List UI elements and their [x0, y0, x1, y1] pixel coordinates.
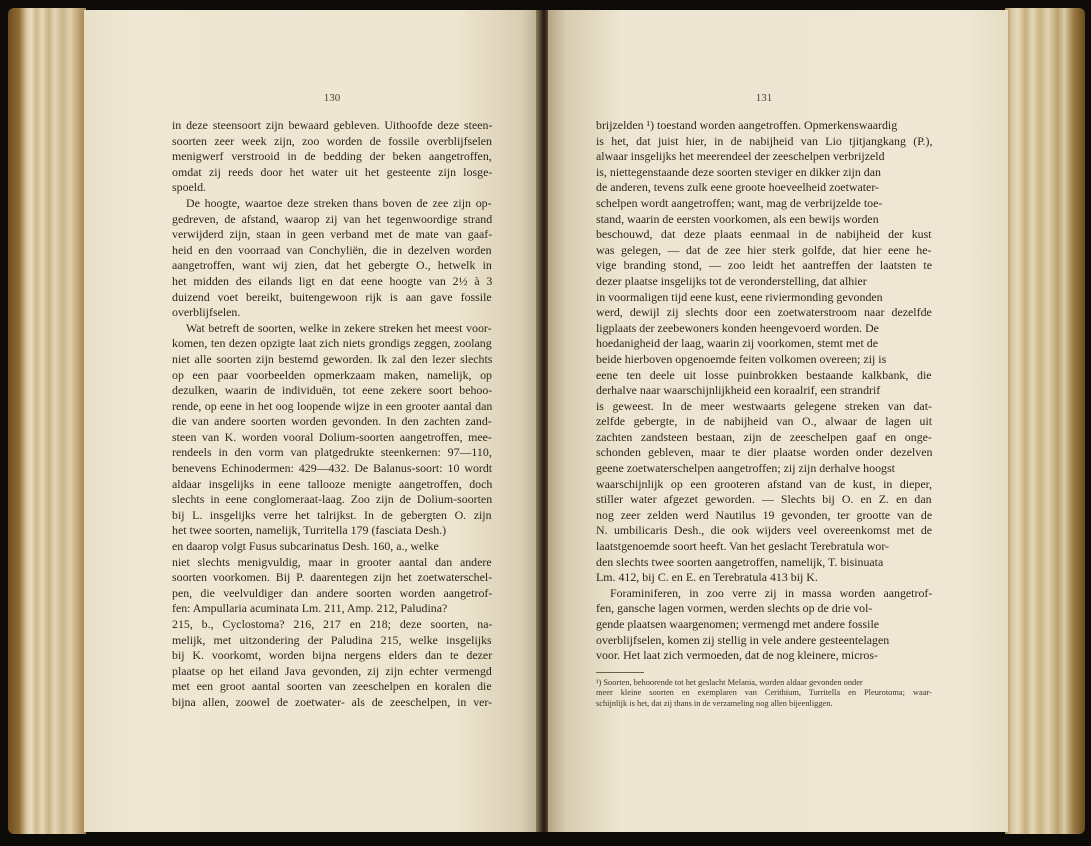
text-line: slechts in eene conglomeraat-laag. Zoo zijn de Dolium-soorten [172, 492, 493, 507]
text-line: is geweest. In de meer westwaarts gelegene streken van dat- [596, 398, 932, 413]
right-page [548, 10, 1008, 832]
text-line: overblijfselen. [172, 305, 241, 320]
text-line: het midden des eilands ligt en dat eene hoogte van 2½ à 3 [172, 273, 493, 288]
text-line: en daarop volgt Fusus subcarinatus Desh. 160, a., welke [172, 539, 439, 554]
text-line: is, niettegenstaande deze soorten steviger en dikker zijn dan [596, 164, 881, 179]
text-line: waarschijnlijk op een grooteren afstand van de kust, in dieper, [596, 476, 933, 491]
text-line: derhalve naar waarschijnlijkheid een koraalrif, een strandrif [596, 383, 881, 398]
left-page-body [172, 118, 492, 711]
text-line: laatstgenoemde soort heeft. Van het geslacht Terebratula wor- [596, 539, 890, 554]
text-line: rende, op eene in het oog loopende wijze in een grooter aantal dan [172, 398, 493, 413]
text-line: op een paar voorbeelden opmerkzaam maken, namelijk, op [172, 367, 492, 382]
footnote [596, 678, 932, 709]
text-line: den slechts twee soorten aangetroffen, namelijk, T. bisinuata [596, 554, 884, 569]
left-page [84, 10, 540, 832]
text-line: verwijderd zijn, staan in geen verband met de mate van gaaf- [172, 227, 493, 242]
text-line: pen, die veelvuldiger dan andere soorten worden aangetrof- [172, 585, 493, 600]
text-line: plaatse op het eiland Java gevonden, zij zijn echter vermengd [172, 663, 492, 678]
text-line: in deze steensoort zijn bewaard gebleven. Uithoofde deze steen- [172, 118, 493, 132]
text-line: duizend voet bereikt, buitengewoon rijk is aan gave fossile [172, 289, 492, 304]
text-line: schelpen wordt aangetroffen; want, mag de verbrijzelde toe- [596, 195, 883, 210]
text-line: aldaar insgelijks in eene tallooze menigte aangetroffen, doch [172, 476, 493, 491]
text-line: steen van K. worden vooral Dolium-soorten aangetroffen, mee- [172, 429, 492, 444]
text-line: ligplaats der zeebewoners konden heengevoerd worden. De [596, 320, 879, 335]
text-line: niet alle soorten zijn bestemd geworden. Ik zal den lezer slechts [172, 351, 493, 366]
text-line: gende plaatsen waargenomen; vermengd met andere fossile [596, 617, 880, 631]
text-line: werd, dewijl zij slechts door een zoetwaterstroom naar dezelfde [596, 305, 932, 320]
text-line: omdat zij reeds door het water uit het gesteente zijn losge- [172, 164, 493, 179]
text-line: dezulken, waarin de individuën, tot eene zekere soort behoo- [172, 383, 493, 398]
text-line: zachten zandsteen bestaan, zijn de zeeschelpen gaaf en onge- [596, 429, 932, 444]
text-line: soorten voorkomen. Bij P. daarentegen zijn het zoetwaterschel- [172, 570, 493, 585]
text-line: menigwerf verstrooid in de bedding der beken aangetroffen, [172, 149, 492, 164]
text-line: alwaar insgelijks het meerendeel der zeeschelpen verbrijzeld [596, 149, 885, 164]
text-line: geene zoetwaterschelpen aangetroffen; zij zijn derhalve hoogst [596, 461, 895, 476]
footnote-line: ¹) Soorten, behoorende tot het geslacht Melania, worden aldaar gevonden onder [596, 677, 863, 687]
footnote-line: meer kleine soorten en exemplaren van Cerithium, Turritella en Pleurotoma; waar- [596, 688, 932, 698]
text-line: beschouwd, dat deze plaats eenmaal in de nabijheid der kust [596, 227, 932, 242]
text-line: eene ten deele uit losse puinbrokken bestaande kalkbank, die [596, 367, 932, 382]
text-line: stand, waarin de eersten voorkomen, als een bewijs worden [596, 211, 879, 226]
text-line: die van andere soorten worden gevonden. In den zachten zand- [172, 414, 492, 429]
text-line: bijna allen, zoowel de zoetwater- als de zeeschelpen, in ver- [172, 694, 493, 709]
text-line: overblijfselen, komen zij stellig in vele andere gesteentelagen [596, 632, 890, 647]
text-line: voor. Het laat zich vermoeden, dat de nog kleinere, micros- [596, 648, 878, 663]
text-line: fen, gansche lagen vormen, werden slechts op de drie vol- [596, 601, 873, 616]
text-line: vige branding stond, — zoo leidt het aantreffen der laatsten te [596, 258, 932, 273]
text-line: Foraminiferen, in zoo verre zij in massa worden aangetrof- [610, 585, 933, 600]
text-line: 215, b., Cyclostoma? 216, 217 en 218; deze soorten, na- [172, 617, 493, 631]
text-line: bij K. voorkomt, worden bijna nergens elders dan te dezer [172, 648, 493, 663]
text-line: niet slechts menigvuldig, maar in grooter aantal dan andere [172, 554, 492, 569]
page-number: 131 [755, 92, 773, 104]
text-line: hoedanigheid der laag, waarin zij voorkomen, stemt met de [596, 336, 878, 351]
text-line: Lm. 412, bij C. en E. en Terebratula 413 bij K. [596, 570, 818, 585]
text-line: spoeld. [172, 180, 207, 195]
left-page-block-edge [8, 8, 86, 834]
text-line: soorten zeer week zijn, zoo worden de fossile overblijfselen [172, 133, 492, 148]
text-line: beide hierboven opgenoemde feiten volkomen overeen; zij is [596, 351, 887, 366]
text-line: zelfde gebergte, in de nabijheid van O., alwaar de lagen uit [596, 414, 933, 429]
text-line: melijk, met uitzondering der Paludina 215, welke insgelijks [172, 632, 492, 647]
text-line: brijzelden ¹) toestand worden aangetroffen. Opmerkenswaardig [596, 118, 898, 132]
text-line: rendeels in den vorm van platgedrukte steenkernen: 97—110, [172, 445, 492, 460]
text-line: in voormaligen tijd eene kust, eene riviermonding gevonden [596, 289, 883, 304]
text-line: was gelegen, — dat de zee hier sterk golfde, dat hier eene he- [596, 242, 932, 257]
text-line: de anderen, tevens zulk eene groote hoeveelheid zoetwater- [596, 180, 880, 195]
text-line: fen: Ampullaria acuminata Lm. 211, Amp. 212, Paludina? [172, 601, 448, 616]
text-line: nog zeer zelden werd Nautilus 19 gevonden, ter grootte van de [596, 507, 933, 522]
text-line: benevens Echinodermen: 429—432. De Balanus-soort: 10 wordt [172, 461, 493, 476]
text-line: N. umbilicaris Desh., die ook wijders veel overeenkomst met de [596, 523, 933, 538]
text-line: schonden gebleven, maar te dier plaatse worden onder dezelven [596, 445, 933, 460]
text-line: het twee soorten, namelijk, Turritella 179 (fasciata Desh.) [172, 523, 447, 538]
text-line: met een groot aantal soorten van zeeschelpen en koralen die [172, 679, 492, 694]
footnote-divider [596, 672, 644, 673]
text-line: heid en den voorraad van Conchyliën, die in dezelven worden [172, 242, 492, 257]
text-line: gedreven, de afstand, waarop zij van het tegenwoordige strand [172, 211, 493, 226]
text-line: stiller water afgezet geworden. — Slechts bij O. en Z. en dan [596, 492, 932, 507]
right-page-block-edge [1005, 8, 1085, 834]
text-line: komen, ten dezen opzigte laat zich niets grondigs zeggen, zoolang [172, 336, 492, 351]
footnote-line: schijnlijk is het, dat zij thans in de verzameling nog allen bijeenliggen. [596, 698, 833, 708]
right-page-body [596, 118, 932, 664]
text-line: bij L. insgelijks verre het talrijkst. In de gebergten O. zijn [172, 507, 492, 522]
page-number: 130 [323, 92, 341, 104]
text-line: Wat betreft de soorten, welke in zekere streken het meest voor- [186, 320, 492, 335]
text-line: dezer plaatse insgelijks tot de veronderstelling, dat alhier [596, 273, 867, 288]
text-line: aangetroffen, want wij zien, dat het gebergte O., hetwelk in [172, 258, 492, 273]
text-line: De hoogte, waartoe deze streken thans boven de zee zijn op- [186, 195, 492, 210]
text-line: is het, dat juist hier, in de nabijheid van Lio tjitjangkang (P.), [596, 133, 933, 148]
